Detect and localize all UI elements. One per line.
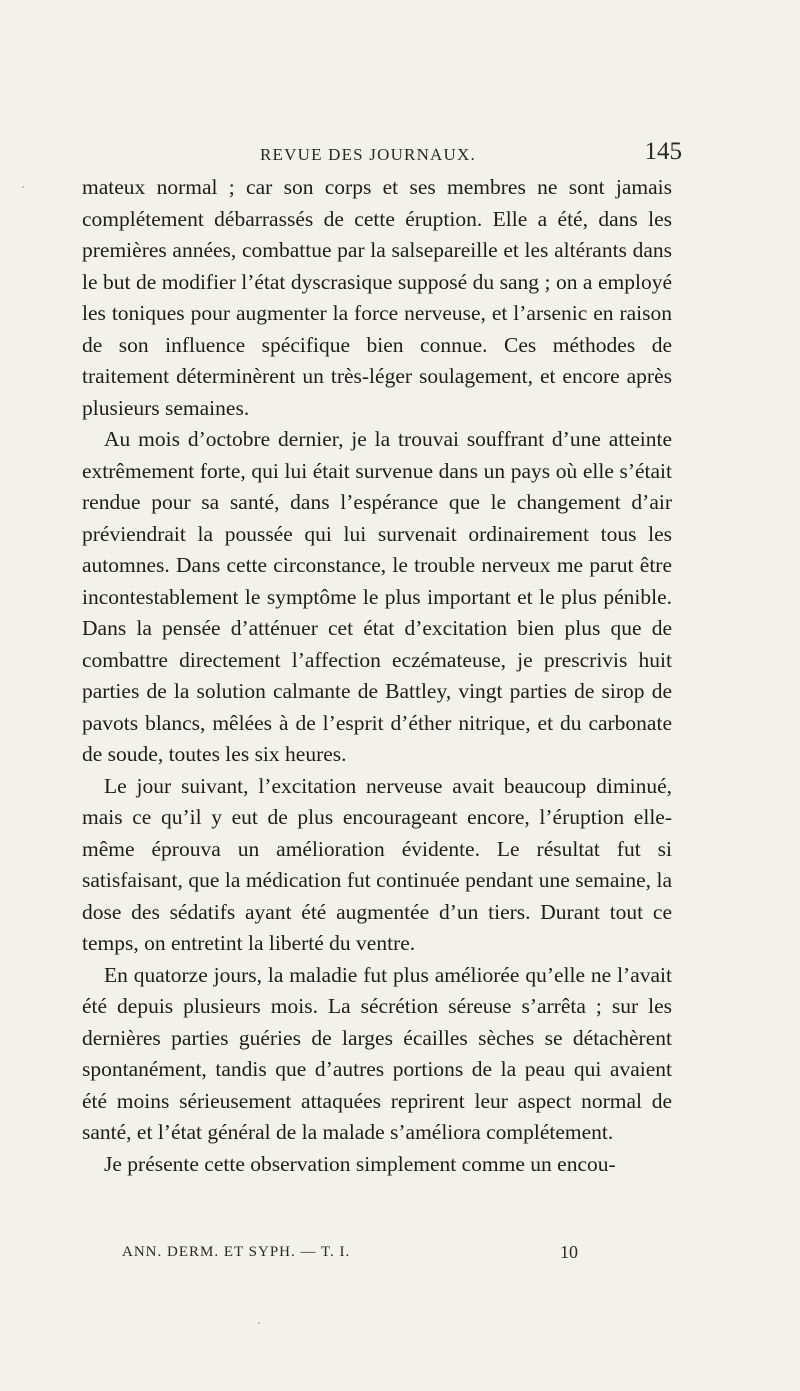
signature-number: 10 bbox=[560, 1242, 578, 1262]
paragraph: Je présente cette observation simplement comme un encou- bbox=[104, 1151, 616, 1176]
page-number: 145 bbox=[644, 138, 682, 165]
running-head bbox=[82, 138, 682, 172]
footer bbox=[122, 1244, 602, 1270]
paragraph: Au mois d’octobre dernier, je la trouvai souffrant d’une atteinte extrêmement forte, qui lui était survenue dans un pays où elle s’était rendue pour sa santé, dans l’espérance que le changement d’air préviendrait la poussée qui lui survenait ordinairement tous les automnes. Dans cette circonstance, le trouble nerveux me parut être incontestablement le symptôme le plus important et le plus pénible. Dans la pensée d’atténuer cet état d’excitation bien plus que de combattre directement l’affection eczémateuse, je prescrivis huit parties de la solution calmante de Battley, vingt parties de sirop de pavots blancs, mêlées à de l’esprit d’éther nitrique, et du carbonate de soude, toutes les six heures. bbox=[82, 427, 672, 766]
paragraph: Le jour suivant, l’excitation nerveuse avait beaucoup diminué, mais ce qu’il y eut de plus encourageant encore, l’éruption elle-même éprouva un amélioration évidente. Le résultat fut si satisfaisant, que la médication fut continuée pendant une semaine, la dose des sédatifs ayant été augmentée d’un tiers. Durant tout ce temps, on entretint la liberté du ventre. bbox=[82, 773, 672, 955]
paragraph: En quatorze jours, la maladie fut plus améliorée qu’elle ne l’avait été depuis plusieurs mois. La sécrétion séreuse s’arrêta ; sur les dernières parties guéries de larges écailles sèches se détachèrent spontanément, tandis que d’autres portions de la peau qui avaient été moins sérieusement attaquées reprirent leur aspect normal de santé, et l’état général de la malade s’améliora complétement. bbox=[82, 962, 672, 1144]
body-text bbox=[82, 172, 672, 1180]
paper-speck bbox=[22, 186, 24, 188]
running-title: REVUE DES JOURNAUX. bbox=[260, 145, 476, 164]
paper-speck bbox=[258, 1322, 260, 1324]
paragraph: mateux normal ; car son corps et ses membres ne sont jamais complétement débarrassés de cette éruption. Elle a été, dans les premières années, combattue par la salsepareille et les altérants dans le but de modifier l’état dyscrasique supposé du sang ; on a employé les toniques pour augmenter la force nerveuse, et l’arsenic en raison de son influence spécifique bien connue. Ces méthodes de traitement déterminèrent un très-léger soulagement, et encore après plusieurs semaines. bbox=[82, 175, 672, 420]
signature-line: ANN. DERM. ET SYPH. — T. I. bbox=[122, 1244, 351, 1260]
